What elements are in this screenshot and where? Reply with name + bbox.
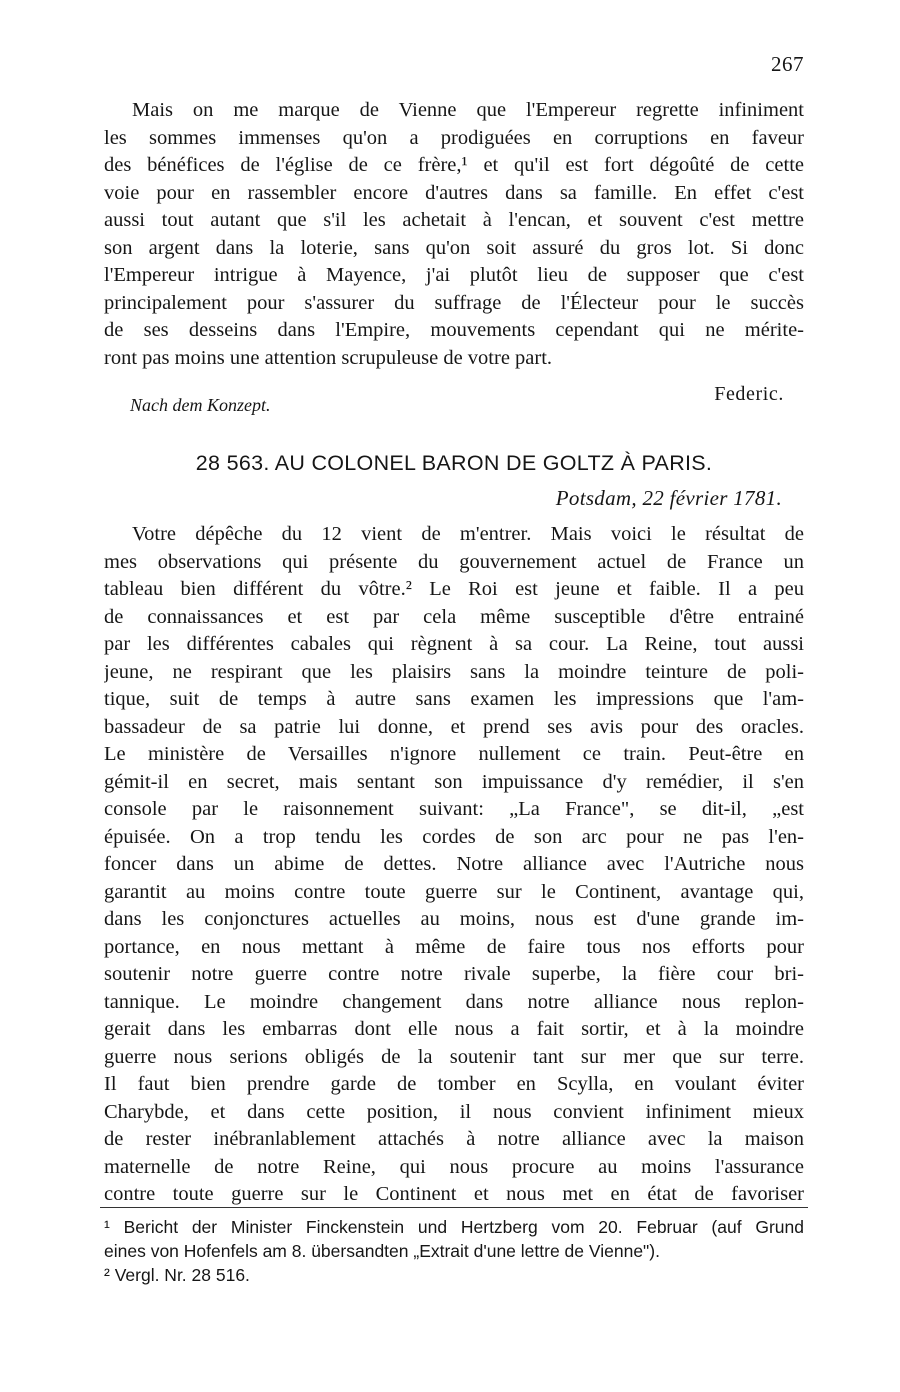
text-line: maternelle de notre Reine, qui nous procure au moins l'assurance (104, 1155, 804, 1178)
text-line: soutenir notre guerre contre notre rivale superbe, la fière cour bri- (104, 963, 804, 985)
text-line: garantit au moins contre toute guerre sur le Continent, avantage qui, (104, 880, 804, 903)
text-line: Charybde, et dans cette position, il nous convient infiniment mieux (104, 1100, 804, 1123)
text-line: tique, suit de temps à autre sans examen les impressions que l'am- (104, 688, 804, 710)
letter-heading: 28 563. AU COLONEL BARON DE GOLTZ À PARIS. (195, 451, 713, 475)
text-line: voie pour en rassembler encore d'autres dans sa famille. En effet c'est (104, 181, 804, 204)
text-line: gémit-il en secret, mais sentant son impuissance d'y remédier, il s'en (104, 770, 804, 793)
text-line: Votre dépêche du 12 vient de m'entrer. Mais voici le résultat de (132, 523, 804, 545)
text-line: l'Empereur intrigue à Mayence, j'ai plutôt lieu de supposer que c'est (104, 264, 804, 286)
letter-date: Potsdam, 22 février 1781. (555, 486, 782, 510)
text-line: dans les conjonctures actuelles au moins, nous est d'une grande im- (104, 908, 804, 930)
text-line: des bénéfices de l'église de ce frère,¹ et qu'il est fort dégoûté de cette (104, 154, 804, 176)
text-line: jeune, ne respirant que les plaisirs sans la moindre teinture de poli- (104, 660, 804, 683)
source-note: Nach dem Konzept. (130, 395, 271, 415)
text-line: Le ministère de Versailles n'ignore nullement ce train. Peut-être en (104, 743, 804, 765)
text-line: gerait dans les embarras dont elle nous a fait sortir, et à la moindre (104, 1018, 804, 1040)
text-line: les sommes immenses qu'on a prodiguées en corruptions en faveur (104, 126, 804, 149)
text-line: de rester inébranlablement attachés à notre alliance avec la maison (104, 1128, 804, 1150)
text-line: guerre nous serions obligés de la soutenir tant sur mer que sur terre. (104, 1045, 804, 1068)
text-line: par les différentes cabales qui règnent à sa cour. La Reine, tout aussi (104, 633, 804, 655)
text-line: principalement pour s'assurer du suffrage de l'Électeur pour le succès (104, 291, 804, 314)
letter-body (104, 521, 804, 1209)
text-line: son argent dans la loterie, sans qu'on soit assuré du gros lot. Si donc (104, 236, 804, 259)
text-line: contre toute guerre sur le Continent et nous met en état de favoriser (104, 1183, 804, 1205)
text-line: de ses desseins dans l'Empire, mouvements cependant qui ne mérite- (104, 319, 804, 341)
text-line: console par le raisonnement suivant: „La France", se dit-il, „est (104, 798, 804, 820)
text-line: mes observations qui présente du gouvernement actuel de France un (104, 550, 804, 573)
footnotes (104, 1215, 804, 1287)
text-line: Il faut bien prendre garde de tomber en Scylla, en voulant éviter (104, 1073, 804, 1095)
footnote-divider (100, 1207, 808, 1208)
closing-row (104, 383, 804, 423)
text-line: Mais on me marque de Vienne que l'Empereur regrette infiniment (132, 99, 804, 121)
text-line: aussi tout autant que s'il les achetait à l'encan, et souvent c'est mettre (104, 209, 804, 231)
text-line: foncer dans un abime de dettes. Notre alliance avec l'Autriche nous (104, 853, 804, 875)
text-line: épuisée. On a trop tendu les cordes de son arc pour ne pas l'en- (104, 825, 804, 848)
footnote-2: ² Vergl. Nr. 28 516. (104, 1265, 250, 1285)
text-line: de connaissances et est par cela même susceptible d'être entrainé (104, 605, 804, 628)
first-paragraph (104, 97, 804, 372)
text-line: portance, en nous mettant à même de faire tous nos efforts pour (104, 935, 804, 958)
footnote-1: ¹ Bericht der Minister Finckenstein und Hertzberg vom 20. Februar (auf Grund (104, 1217, 804, 1237)
text-line: ront pas moins une attention scrupuleuse de votre part. (104, 346, 553, 369)
text-line: tannique. Le moindre changement dans notre alliance nous replon- (104, 990, 804, 1013)
page-number: 267 (771, 52, 804, 76)
text-line: tableau bien différent du vôtre.² Le Roi est jeune et faible. Il a peu (104, 578, 804, 600)
footnote-1-continued: eines von Hofenfels am 8. übersandten „Extrait d'une lettre de Vienne"). (104, 1241, 660, 1261)
signature: Federic. (714, 383, 784, 405)
text-line: bassadeur de sa patrie lui donne, et prend ses avis pour des oracles. (104, 715, 804, 738)
